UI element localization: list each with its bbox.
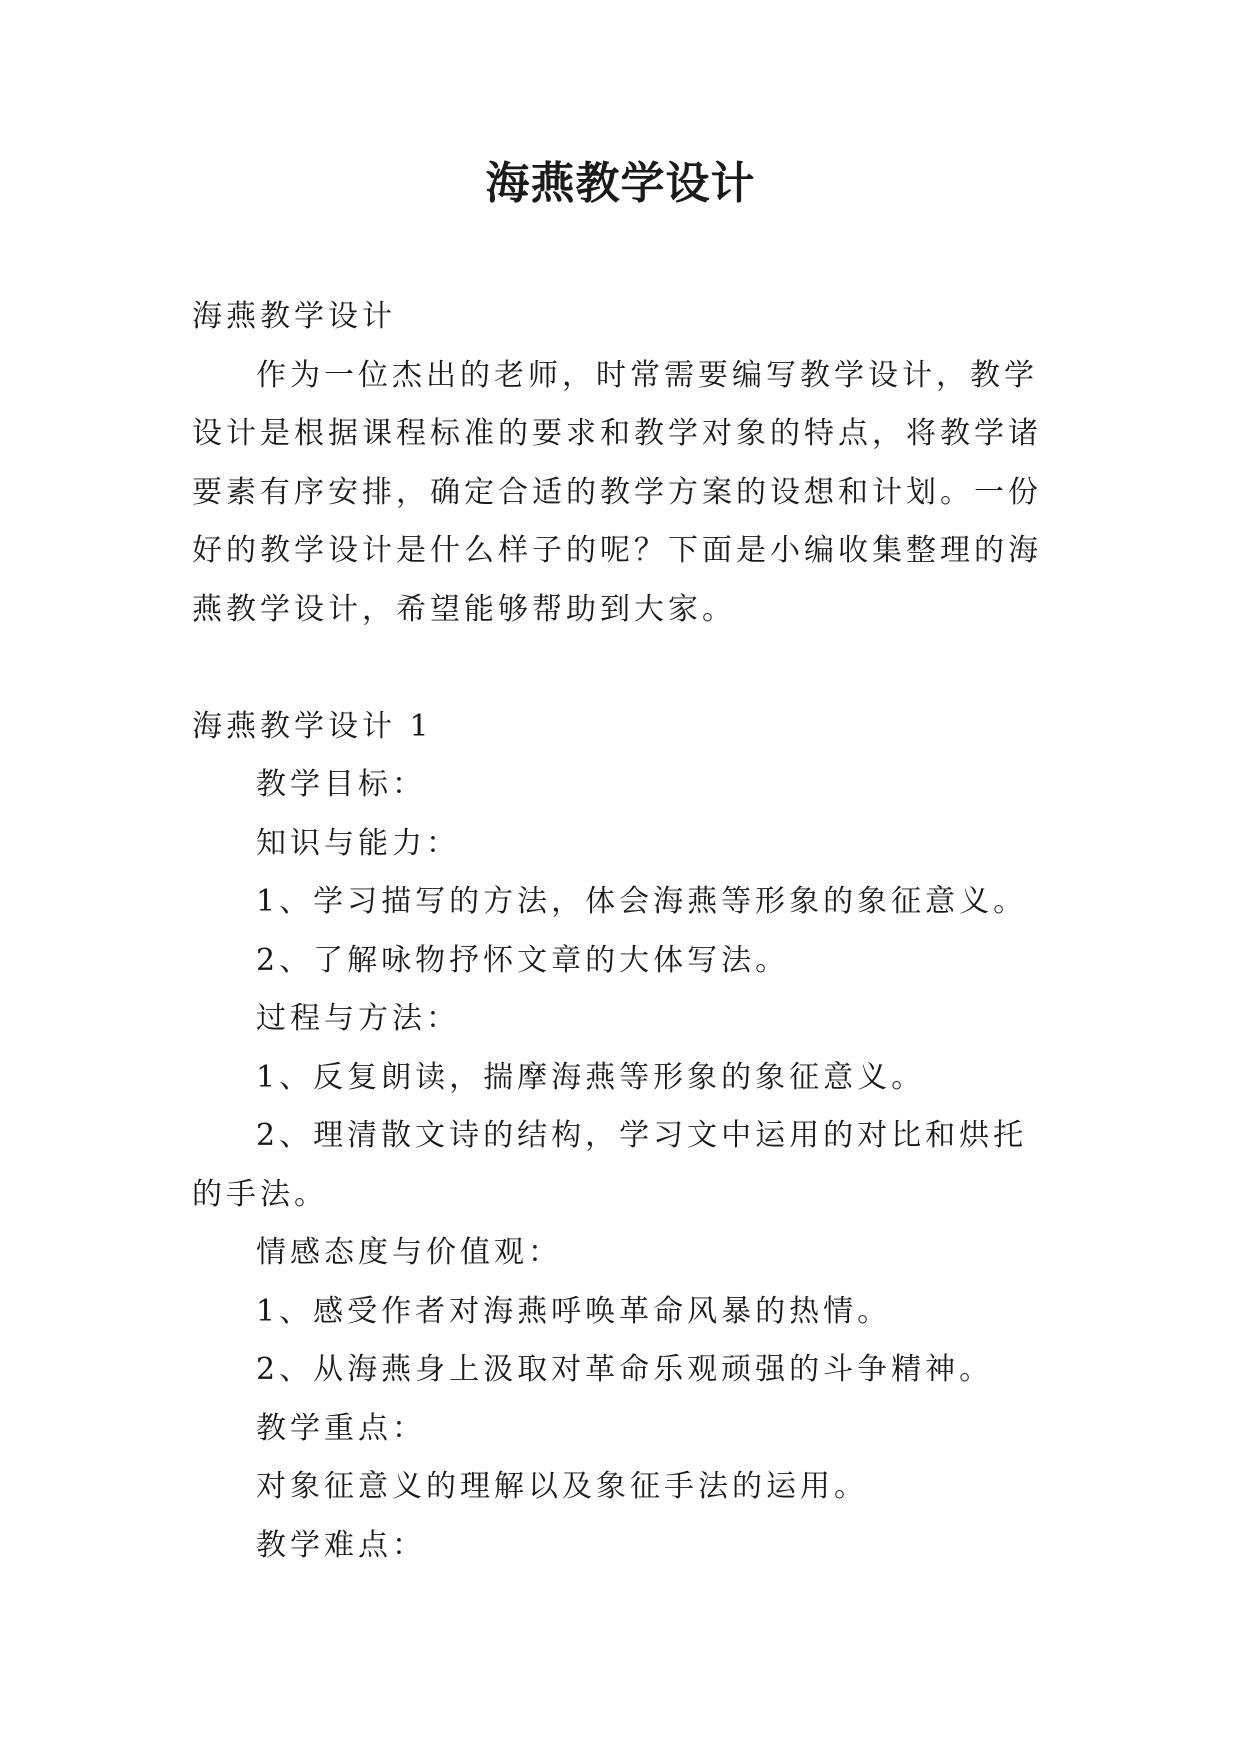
section-heading: 海燕教学设计 1: [192, 708, 433, 744]
knowledge-item-2: 2、了解咏物抒怀文章的大体写法。: [256, 942, 790, 978]
goals-label: 教学目标：: [256, 767, 426, 802]
document-subtitle: 海燕教学设计: [192, 299, 396, 334]
emotion-label: 情感态度与价值观：: [256, 1235, 562, 1270]
difficulties-label: 教学难点：: [256, 1527, 426, 1563]
process-item-1: 1、反复朗读，揣摩海燕等形象的象征意义。: [256, 1059, 926, 1095]
knowledge-label: 知识与能力：: [256, 825, 460, 861]
process-item-2: 2、理清散文诗的结构，学习文中运用的对比和烘托的手法。: [192, 1118, 1028, 1212]
emotion-item-1: 1、感受作者对海燕呼唤革命风暴的热情。: [256, 1293, 892, 1329]
process-label: 过程与方法：: [256, 1001, 460, 1036]
document-body: [192, 288, 1054, 1575]
intro-paragraph: 作为一位杰出的老师，时常需要编写教学设计，教学设计是根据课程标准的要求和教学对象的特点，将教学诸要素有序安排，确定合适的教学方案的设想和计划。一份好的教学设计是什么样子的呢？下面是小编收集整理的海燕教学设计，希望能够帮助到大家。: [192, 357, 1042, 627]
document-title: 海燕教学设计: [485, 158, 756, 209]
knowledge-item-1: 1、学习描写的方法，体会海燕等形象的象征意义。: [256, 884, 1028, 919]
key-points-label: 教学重点：: [256, 1410, 426, 1446]
paragraph-spacer: [192, 639, 1054, 698]
emotion-item-2: 2、从海燕身上汲取对革命乐观顽强的斗争精神。: [256, 1352, 994, 1387]
key-points-text: 对象征意义的理解以及象征手法的运用。: [256, 1469, 868, 1504]
